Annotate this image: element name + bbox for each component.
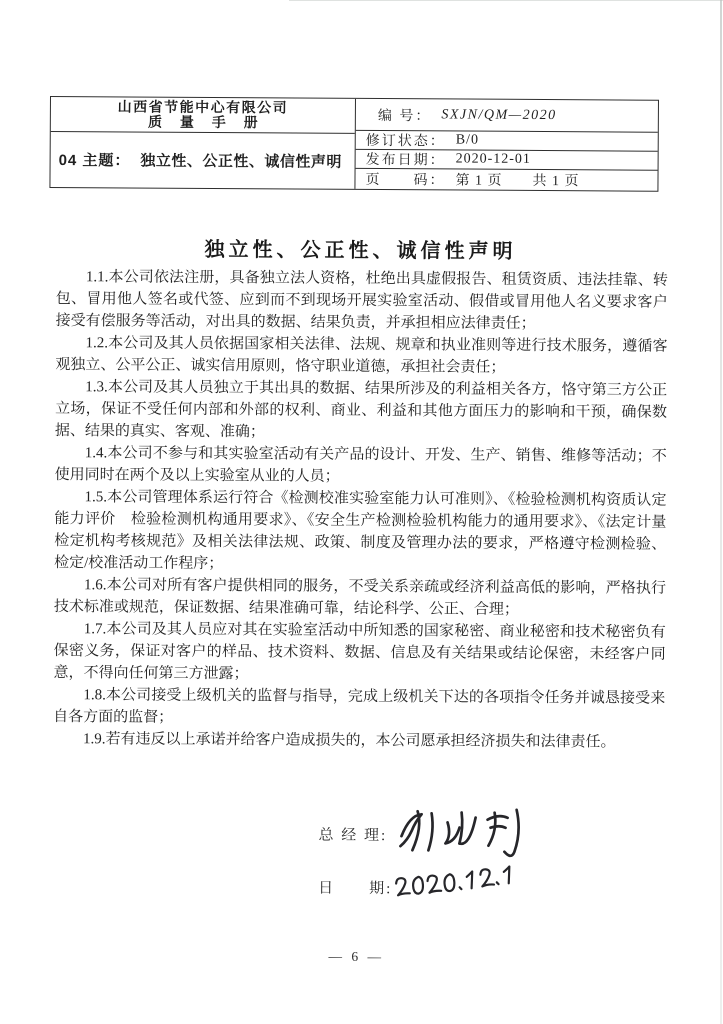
declaration-paragraph: 1.7.本公司及其人员应对其在实验室活动中所知悉的国家秘密、商业秘密和技术秘密负有保密义务，保证对客户的样品、技术资料、数据、信息及有关结果或结论保密，未经客户同意，不得向任何第三方泄露；	[53, 621, 666, 683]
page-number: — 6 —	[328, 948, 385, 965]
declaration-paragraph: 1.1.本公司依法注册，具备独立法人资格，杜绝出具虚假报告、租赁资质、违法挂靠、转包、冒用他人签名或代签、应到而不到现场开展实验室活动、假借或冒用他人名义要求客户接受有偿服务等活动，对出具的数据、结果负责，并承担相应法律责任；	[55, 269, 668, 332]
declaration-paragraph: 1.8.本公司接受上级机关的监督与指导，完成上级机关下达的各项指令任务并诚恳接受来自各方面的监督；	[53, 687, 666, 726]
date-handwriting	[394, 864, 522, 899]
declaration-paragraph: 1.6.本公司对所有客户提供相同的服务，不受关系亲疏或经济利益高低的影响，严格执行技术标准或规范，保证数据、结果准确可靠，结论科学、公正、合理；	[53, 577, 667, 618]
subject-value: 独立性、公正性、诚信性声明	[140, 152, 343, 171]
company-cell	[51, 97, 355, 134]
manager-signature-handwriting	[394, 806, 526, 863]
issue-date-label: 发布日期：	[365, 152, 446, 169]
declaration-paragraph: 1.3.本公司及其人员独立于其出具的数据、结果所涉及的利益相关各方，恪守第三方公正立场，保证不受任何内部和外部的权利、商业、利益和其他方面压力的影响和干预，确保数据、结果的真实、客观、准确；	[54, 379, 668, 441]
doc-number-value: SXJN/QM—2020	[441, 106, 557, 123]
declaration-paragraph: 1.4.本公司不参与和其实验室活动有关产品的设计、开发、生产、销售、维修等活动；不使用同时在两个及以上实验室从业的人员；	[54, 445, 667, 485]
header-table	[49, 96, 659, 192]
subject-label: 04 主题：	[58, 152, 131, 170]
declaration-paragraph: 1.2.本公司及其人员依据国家相关法律、法规、规章和执业准则等进行技术服务，遵循客观独立、公平公正、诚实信用原则，恪守职业道德，承担社会责任；	[55, 335, 668, 376]
doc-number-label: 编 号：	[377, 108, 432, 124]
subject-cell	[50, 132, 354, 189]
issue-date-row	[356, 150, 658, 171]
company-name: 山西省节能中心有限公司	[117, 98, 289, 116]
scan-edge-top	[289, 0, 723, 1]
declaration-paragraph: 1.9.若有违反以上承诺并给客户造成损失的，本公司愿承担经济损失和法律责任。	[83, 731, 616, 751]
header-left-column	[50, 97, 356, 189]
doc-number-row	[356, 99, 658, 133]
revision-value: B/0	[455, 132, 480, 148]
issue-date-value: 2020-12-01	[455, 151, 531, 167]
declaration-paragraph: 1.5.本公司管理体系运行符合《检测校准实验室能力认可准则》、《检验检测机构资质认定能力评价 检验检测机构通用要求》、《安全生产检测检验机构能力的通用要求》、《法定计量检定机构考核规范》及相关法律法规、政策、制度及管理办法的要求，严格遵守检测检验、检定/校准活动工作程序；	[54, 489, 667, 573]
manual-title: 质 量 手 册	[147, 113, 265, 131]
revision-label: 修订状态：	[365, 133, 446, 150]
date-label: 日 期:	[318, 880, 393, 898]
general-manager-label: 总 经 理:	[318, 827, 388, 845]
document-title: 独立性、公正性、诚信性声明	[204, 238, 517, 263]
page-code-row	[355, 169, 657, 191]
header-right-column	[355, 99, 658, 191]
scan-edge-right	[720, 0, 722, 1024]
page-code-label: 页 码：	[365, 172, 446, 189]
page-code-value: 第 1 页 共 1 页	[455, 173, 580, 190]
declaration-body	[53, 266, 668, 754]
